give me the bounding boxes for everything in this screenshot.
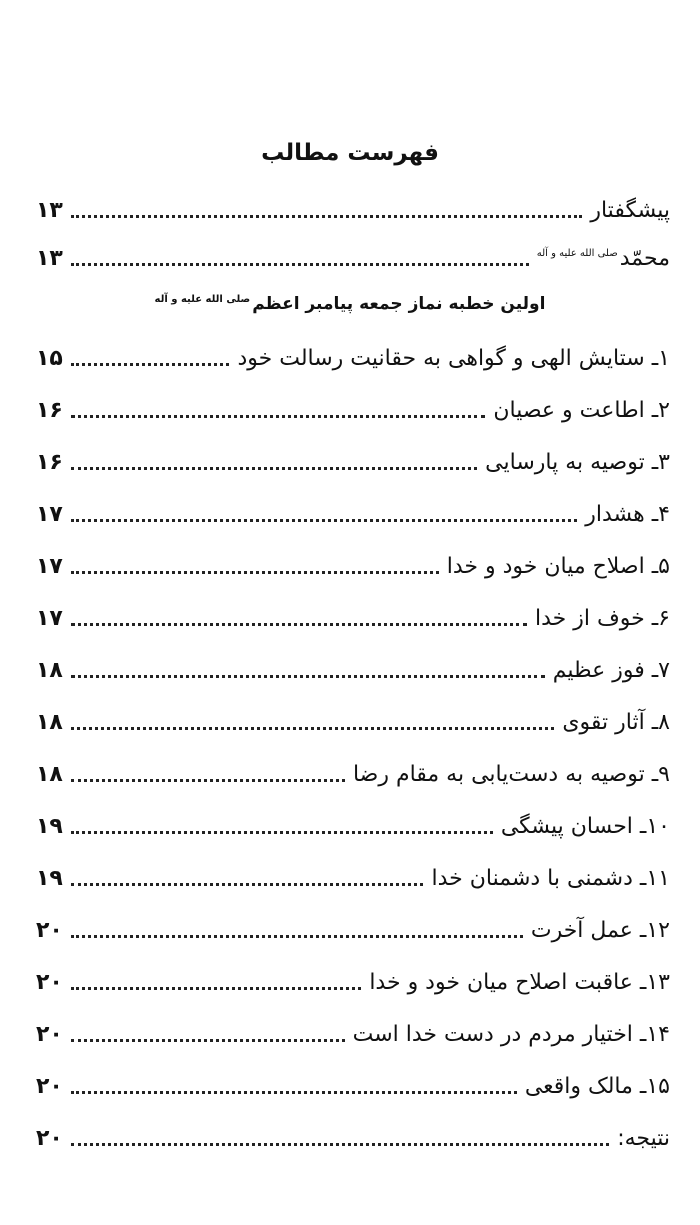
toc-entry[interactable]: [36, 650, 670, 690]
dot-leader: [71, 467, 477, 470]
toc-entry[interactable]: [36, 338, 670, 378]
toc-entry-label: ۴ـ هشدار: [585, 501, 670, 527]
toc-entry[interactable]: [36, 806, 670, 846]
toc-entry[interactable]: [36, 390, 670, 430]
dot-leader: [71, 1039, 345, 1042]
toc-entry[interactable]: [36, 1014, 670, 1054]
toc-entry[interactable]: [36, 910, 670, 950]
toc-entry-label: ۱۳ـ عاقبت اصلاح میان خود و خدا: [369, 969, 670, 995]
toc-entry[interactable]: [36, 494, 670, 534]
toc-page-number: ۱۷: [36, 501, 63, 527]
dot-leader: [71, 571, 439, 574]
toc-entry[interactable]: [36, 1066, 670, 1106]
toc-page-number: ۲۰: [36, 1125, 63, 1151]
toc-entry-label: نتیجه:: [617, 1125, 670, 1151]
toc-entry[interactable]: [36, 442, 670, 482]
toc-page-number: ۱۸: [36, 709, 63, 735]
toc-page-number: ۲۰: [36, 917, 63, 943]
toc-entry[interactable]: [36, 546, 670, 586]
dot-leader: [71, 1143, 609, 1146]
toc-page-number: ۲۰: [36, 1021, 63, 1047]
dot-leader: [71, 883, 424, 886]
dot-leader: [71, 415, 486, 418]
dot-leader: [71, 987, 361, 990]
toc-page-number: ۲۰: [36, 1073, 63, 1099]
toc-entry-label: ۱۰ـ احسان پیشگی: [500, 813, 670, 839]
toc-entry[interactable]: [36, 702, 670, 742]
toc-entry-label: ۲ـ اطاعت و عصیان: [493, 397, 670, 423]
toc-page-number: ۱۹: [36, 865, 63, 891]
toc-entry-label: ۱۴ـ اختیار مردم در دست خدا است: [352, 1021, 670, 1047]
toc-page-number: ۱۸: [36, 761, 63, 787]
toc-page-number: ۱۶: [36, 397, 63, 423]
toc-entry[interactable]: [36, 962, 670, 1002]
toc-entry-label: ۸ـ آثار تقوی: [562, 709, 670, 735]
honorific-mark: صلی الله علیه و آله: [154, 294, 251, 306]
dot-leader: [71, 779, 345, 782]
toc-entry-label: ۱ـ ستایش الهی و گواهی به حقانیت رسالت خود: [237, 345, 670, 371]
dot-leader: [71, 263, 529, 266]
dot-leader: [71, 215, 583, 218]
toc-entry-label: پیشگفتار: [590, 197, 670, 223]
toc-page-number: ۱۵: [36, 345, 63, 371]
toc-entry-preface[interactable]: [36, 190, 670, 230]
dot-leader: [71, 727, 554, 730]
honorific-mark: صلی الله علیه و آله: [536, 248, 618, 260]
toc-entry-label: ۳ـ توصیه به پارسایی: [485, 449, 670, 475]
toc-page-number: ۱۸: [36, 657, 63, 683]
dot-leader: [71, 935, 523, 938]
toc-entry-label: ۷ـ فوز عظیم: [552, 657, 670, 683]
toc-page-number: ۱۷: [36, 553, 63, 579]
dot-leader: [71, 623, 527, 626]
toc-entry[interactable]: [36, 754, 670, 794]
dot-leader: [71, 831, 493, 834]
toc-page-number: ۱۶: [36, 449, 63, 475]
toc-entry-label: ۶ـ خوف از خدا: [534, 605, 670, 631]
dot-leader: [71, 675, 545, 678]
section-heading: [0, 294, 700, 314]
dot-leader: [71, 363, 230, 366]
toc-page-number: ۱۷: [36, 605, 63, 631]
toc-entry-label: ۵ـ اصلاح میان خود و خدا: [446, 553, 670, 579]
toc-entry-muhammad[interactable]: [36, 238, 670, 278]
toc-entry[interactable]: [36, 598, 670, 638]
toc-entry[interactable]: [36, 858, 670, 898]
toc-entry-text: محمّد: [619, 245, 670, 271]
toc-page-number: ۱۳: [36, 245, 63, 271]
dot-leader: [71, 1091, 517, 1094]
toc-page-number: ۲۰: [36, 969, 63, 995]
toc-page-number: ۱۳: [36, 197, 63, 223]
toc-entry-label: ۱۲ـ عمل آخرت: [530, 917, 670, 943]
toc-entry-label: ۱۵ـ مالک واقعی: [524, 1073, 670, 1099]
page-title: فهرست مطالب: [261, 140, 439, 166]
section-heading-text: اولین خطبه نماز جمعه پیامبر اعظم: [252, 294, 546, 314]
toc-entry-label: ۱۱ـ دشمنی با دشمنان خدا: [431, 865, 670, 891]
toc-entry-label: [537, 246, 670, 271]
toc-entry-conclusion[interactable]: [36, 1118, 670, 1158]
toc-entry-label: ۹ـ توصیه به دست‌یابی به مقام رضا: [352, 761, 670, 787]
toc-page-number: ۱۹: [36, 813, 63, 839]
dot-leader: [71, 519, 577, 522]
